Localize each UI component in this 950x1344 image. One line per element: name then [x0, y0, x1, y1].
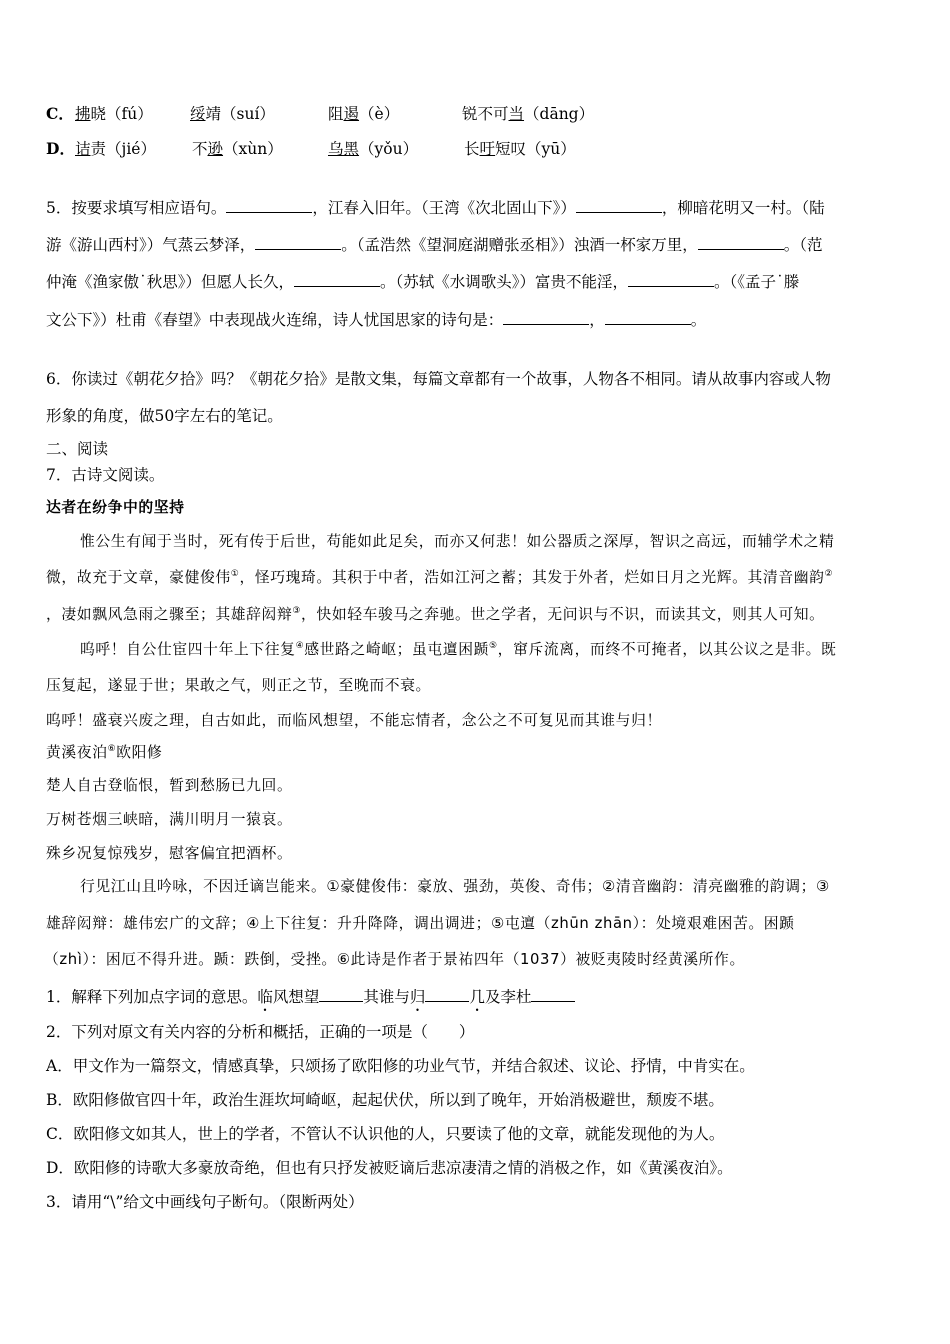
poem-line: 行见江山且吟咏，不因迁谪岂能来。①豪健俊伟：豪放、强劲，英俊、奇伟；②清音幽韵：清亮幽雅的韵调；③ — [80, 878, 830, 895]
q5-line-3: 仲淹《渔家傲˙秋思》）但愿人长久， 。（苏轼《水调歌头》）富贵不能淫， 。（《孟子˙滕 — [46, 273, 800, 291]
choice-b: B．欧阳修做官四十年，政治生涯坎坷崎岖，起起伏伏，所以到了晚年，开始消极避世，颓废不堪。 — [46, 1091, 724, 1109]
q7-title: 7．古诗文阅读。 — [46, 466, 165, 484]
q6-line-1: 6．你读过《朝花夕拾》吗？《朝花夕拾》是散文集，每篇文章都有一个故事，人物各不相同。请从故事内容或人物 — [46, 370, 831, 388]
answer-blank[interactable] — [698, 237, 784, 250]
section-heading: 二、阅读 — [46, 440, 109, 458]
answer-blank[interactable] — [628, 274, 714, 287]
answer-blank[interactable] — [226, 200, 312, 213]
option-c-item-2: 绥靖（suí） — [190, 105, 275, 123]
option-d-label: D． — [46, 139, 75, 158]
q6-line-2: 形象的角度，做50字左右的笔记。 — [46, 407, 283, 425]
essay-line: ，凄如飘风急雨之骤至；其雄辞闳辩③，快如轻车骏马之奔驰。世之学者，无问识与不识，而读其文，则其人可知。 — [46, 606, 825, 623]
option-d-item-2: 不逊（xùn） — [192, 140, 283, 158]
essay-title: 达者在纷争中的坚持 — [46, 499, 185, 516]
essay-line: 压复起，遂显于世；果敢之气，则正之节，至晚而不衰。 — [46, 677, 431, 694]
q5-line-1: 5．按要求填写相应语句。 ，江春入旧年。（王湾《次北固山下》） ，柳暗花明又一村。（陆 — [46, 199, 825, 217]
choice-d: D．欧阳修的诗歌大多豪放奇绝，但也有只抒发被贬谪后悲凉凄清之情的消极之作，如《黄溪夜泊》。 — [46, 1159, 733, 1177]
q5-line-2: 游《游山西村》）气蒸云梦泽， 。（孟浩然《望洞庭湖赠张丞相》）浊酒一杯家万里， 。（范 — [46, 236, 823, 254]
sub-question-3: 3．请用“\”给文中画线句子断句。（限断两处） — [46, 1193, 364, 1211]
sub-question-2: 2．下列对原文有关内容的分析和概括，正确的一项是（ ） — [46, 1023, 475, 1041]
option-c-item-3: 阻遏（è） — [328, 105, 400, 123]
essay-line: 微，故充于文章，豪健俊伟①，怪巧瑰琦。其积于中者，浩如江河之蓄；其发于外者，烂如日月之光辉。其清音幽韵② — [46, 569, 834, 586]
option-d-item-4: 长吁短叹（yū） — [464, 140, 576, 158]
essay-line: 呜呼！自公仕宦四十年上下往复④感世路之崎岖；虽屯邅困踬⑤，窜斥流离，而终不可掩者，以其公议之是非。既 — [80, 641, 837, 658]
option-c-label: C． — [46, 104, 74, 123]
poem-line: 万树苍烟三峡暗，满川明月一猿哀。 — [46, 811, 293, 828]
answer-blank[interactable] — [531, 989, 575, 1002]
essay-line: 呜呼！盛衰兴废之理，自古如此，而临风想望，不能忘情者，念公之不可复见而其谁与归！ — [46, 712, 662, 729]
poem-title: 黄溪夜泊⑥欧阳修 — [46, 744, 163, 761]
notes-line: （zhì）：困厄不得升进。踬：跌倒，受挫。⑥此诗是作者于景祐四年（1037）被贬夷陵时经黄溪所作。 — [44, 951, 745, 968]
poem-line: 殊乡况复惊残岁，慰客偏宜把酒杯。 — [46, 845, 293, 862]
poem-line: 楚人自古登临恨，暂到愁肠已九回。 — [46, 777, 293, 794]
option-c-item-4: 锐不可当（dāng） — [462, 105, 595, 123]
option-d-item-3: 乌黑（yǒu） — [328, 140, 419, 158]
answer-blank[interactable] — [425, 989, 469, 1002]
answer-blank[interactable] — [576, 200, 662, 213]
essay-line: 惟公生有闻于当时，死有传于后世，苟能如此足矣，而亦又何悲！如公器质之深厚，智识之高远，而辅学术之精 — [80, 533, 835, 550]
answer-blank[interactable] — [503, 312, 589, 325]
answer-blank[interactable] — [319, 989, 363, 1002]
choice-c: C．欧阳修文如其人，世上的学者，不管认不认识他的人，只要读了他的文章，就能发现他的为人。 — [46, 1125, 725, 1143]
q5-line-4: 文公下》）杜甫《春望》中表现战火连绵，诗人忧国思家的诗句是： ， 。 — [46, 311, 707, 329]
sub-question-1: 1．解释下列加点字词的意思。临风想望 其谁与归 几及李杜 — [46, 985, 575, 1015]
notes-line: 雄辞闳辩：雄伟宏广的文辞；④上下往复：升升降降，调出调进；⑤屯邅（zhūn zhān）：处境艰难困苦。困踬 — [46, 915, 795, 932]
choice-a: A．甲文作为一篇祭文，情感真挚，只颂扬了欧阳修的功业气节，并结合叙述、议论、抒情，中肯实在。 — [46, 1057, 755, 1075]
answer-blank[interactable] — [605, 312, 691, 325]
answer-blank[interactable] — [294, 274, 380, 287]
option-c-item-1: 拂晓（fú） — [75, 105, 153, 123]
option-d-item-1: 诘责（jié） — [75, 140, 156, 158]
answer-blank[interactable] — [255, 237, 341, 250]
